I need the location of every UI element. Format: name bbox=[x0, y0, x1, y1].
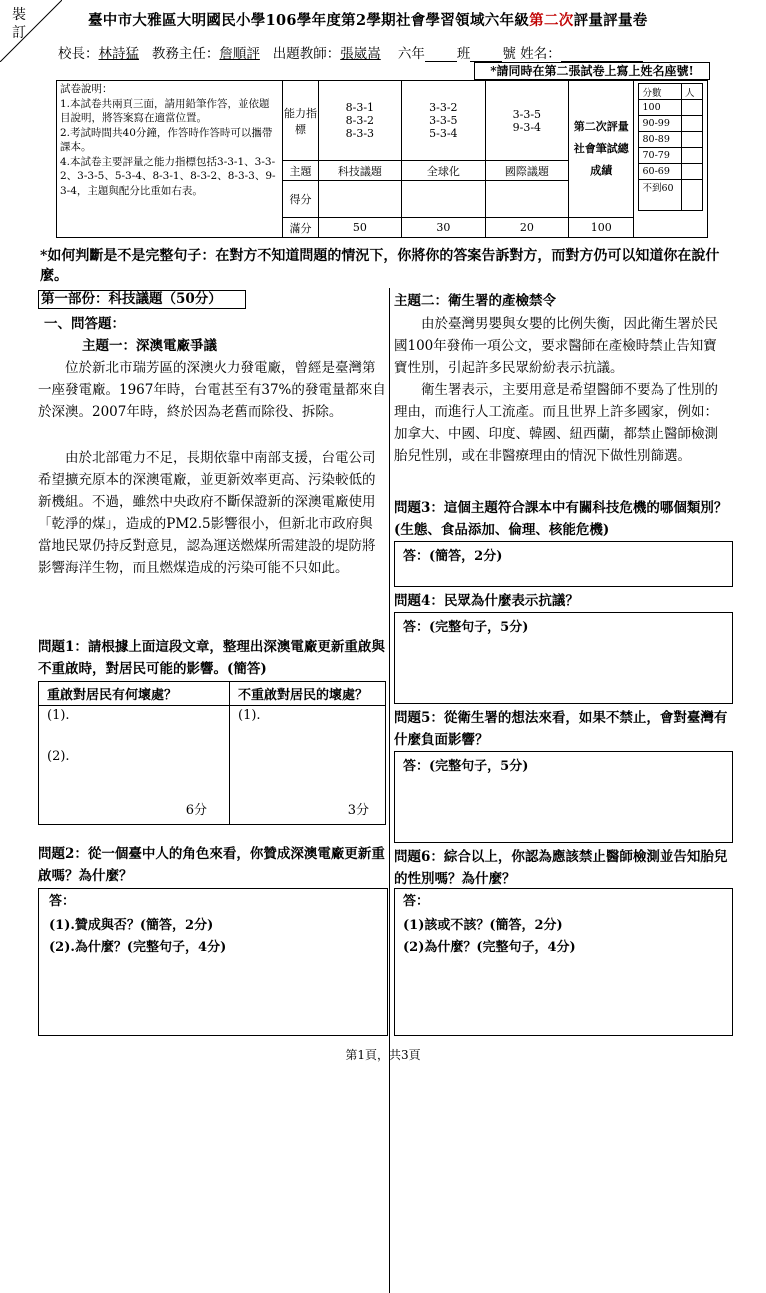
number-blank[interactable] bbox=[470, 47, 502, 62]
grade-range: 100 bbox=[639, 100, 682, 116]
name-notice: *請同時在第二張試卷上寫上姓名座號! bbox=[474, 62, 710, 80]
name-label: 姓名： bbox=[520, 46, 561, 62]
topic-row-label: 主題 bbox=[283, 161, 318, 181]
column-divider bbox=[389, 288, 390, 1293]
topic-two-paragraph: 衛生署表示，主要用意是希望醫師不要為了性別的理由，而進行人工流產。而且世界上許多國家，例如：加拿大、中國、印度、韓國、紐西蘭，都禁止醫師檢測胎兒性別，或在非醫療理由的情況下做性別篩選。 bbox=[394, 382, 718, 464]
earned-row-label: 得分 bbox=[283, 181, 318, 218]
grade-header-count: 人 bbox=[682, 84, 703, 100]
grade-header-score: 分數 bbox=[639, 84, 682, 100]
director-name: 詹順評 bbox=[219, 46, 260, 62]
grade-range: 不到60 bbox=[639, 180, 682, 211]
title-end: 評量評量卷 bbox=[573, 12, 648, 29]
topic-one-paragraph: 位於新北市瑞芳區的深澳火力發電廠，曾經是臺灣第一座發電廠。1967年時，台電甚至有37%的發電量都來自於深澳。2007年時，終於因為老舊而除役、拆除。 bbox=[38, 360, 386, 420]
grade-label: 六年 bbox=[397, 46, 425, 62]
teacher-label: 出題教師： bbox=[272, 46, 341, 62]
principal-label: 校長： bbox=[58, 46, 99, 62]
grade-distribution bbox=[634, 81, 708, 238]
q1-score-no-restart: 3分 bbox=[347, 803, 369, 818]
page-title bbox=[88, 9, 728, 30]
subsection-heading: 一、問答題： bbox=[44, 316, 125, 332]
grade-range: 60-69 bbox=[639, 164, 682, 180]
earned-cell[interactable] bbox=[402, 181, 486, 218]
director-label: 教務主任： bbox=[151, 46, 220, 62]
title-exam-number: 第二次 bbox=[529, 12, 574, 29]
page-footer: 第1頁，共3頁 bbox=[345, 1048, 421, 1062]
question-2: 問題2：從一個臺中人的角色來看，你贊成深澳電廠更新重啟嗎？為什麼？ bbox=[38, 846, 385, 884]
instruction-line: 試卷說明： bbox=[60, 83, 113, 95]
earned-cell[interactable] bbox=[485, 181, 569, 218]
topic-one-heading: 主題一：深澳電廠爭議 bbox=[82, 338, 217, 354]
topic-cell: 全球化 bbox=[402, 161, 486, 181]
instructions-cell bbox=[57, 81, 283, 238]
topic-two-paragraph: 由於臺灣男嬰與女嬰的比例失衡，因此衛生署於民國100年發佈一項公文，要求醫師在產檢時禁止告知寶寶性別，引起許多民眾紛紛表示抗議。 bbox=[394, 316, 718, 376]
name-blank[interactable] bbox=[561, 47, 643, 62]
grade-range: 90-99 bbox=[639, 116, 682, 132]
instruction-line: 1.本試卷共兩頁三面，請用鉛筆作答，並依題目說明，將答案寫在適當位置。 bbox=[60, 97, 270, 124]
question-5: 問題5：從衛生署的想法來看，如果不禁止，會對臺灣有什麼負面影響？ bbox=[394, 710, 728, 748]
class-blank[interactable] bbox=[425, 47, 457, 62]
question-5-answer-box[interactable]: 答：(完整句子，5分) bbox=[394, 751, 733, 843]
question-6: 問題6：綜合以上，你認為應該禁止醫師檢測並告知胎兒的性別嗎？為什麼？ bbox=[394, 849, 728, 887]
grade-range: 80-89 bbox=[639, 132, 682, 148]
topic-one-paragraph: 由於北部電力不足，長期依靠中南部支援，台電公司希望擴充原本的深澳電廠，並更新效率更高、污染較低的新機組。不過，雖然中央政府不斷保證新的深澳電廠使用「乾淨的煤」，造成的PM2.5影響很小，但新北市政府與當地民眾仍持反對意見，認為運送燃煤所需建設的堤防將影響海洋生物，而且燃煤造成的污染可能不只如此。 bbox=[38, 450, 376, 576]
question-4: 問題4：民眾為什麼表示抗議？ bbox=[394, 593, 579, 609]
full-score-cell: 20 bbox=[485, 218, 569, 238]
question-6-answer-box[interactable]: 答： (1)該或不該？(簡答，2分) (2)為什麼？(完整句子，4分) bbox=[394, 888, 733, 1036]
instruction-line: 2.考試時間共40分鐘，作答時作答時可以攜帶課本。 bbox=[60, 126, 273, 153]
binding-label: 裝訂 bbox=[12, 7, 26, 41]
complete-sentence-note: *如何判斷是不是完整句子：在對方不知道問題的情況下，你將你的答案告訴對方，而對方仍可以知道你在說什麼。 bbox=[40, 248, 720, 284]
principal-name: 林詩猛 bbox=[98, 46, 139, 62]
full-score-total: 100 bbox=[569, 218, 634, 238]
grade-range: 70-79 bbox=[639, 148, 682, 164]
question-3: 問題3：這個主題符合課本中有關科技危機的哪個類別？(生態、食品添加、倫理、核能危機) bbox=[394, 500, 728, 538]
indicator-cell: 8-3-1 8-3-2 8-3-3 bbox=[318, 81, 402, 161]
topic-cell: 科技議題 bbox=[318, 161, 402, 181]
q1-score-restart: 6分 bbox=[185, 803, 207, 818]
indicator-cell: 3-3-2 3-3-5 5-3-4 bbox=[402, 81, 486, 161]
full-score-row-label: 滿分 bbox=[283, 218, 318, 238]
total-score-label: 第二次評量社會筆試總成績 bbox=[569, 81, 634, 218]
instruction-line: 4.本試卷主要評量之能力指標包括3-3-1、3-3-2、3-3-5、5-3-4、8-3-1、8-3-2、8-3-3、9-3-4，主題與配分比重如右表。 bbox=[60, 155, 276, 197]
class-label: 班 bbox=[456, 46, 471, 62]
q1-col-header-no-restart: 不重啟對居民的壞處？ bbox=[230, 682, 386, 706]
staff-line bbox=[58, 42, 718, 62]
topic-two-heading: 主題二：衛生署的產檢禁令 bbox=[394, 293, 556, 309]
q1-answer-no-restart[interactable]: (1). 3分 bbox=[230, 706, 386, 825]
question-1-table bbox=[38, 681, 386, 825]
title-main: 臺中市大雅區大明國民小學106學年度第2學期社會學習領域六年級 bbox=[88, 12, 530, 29]
indicator-row-label: 能力指標 bbox=[283, 81, 318, 161]
question-1: 問題1：請根據上面這段文章，整理出深澳電廠更新重啟與不重啟時，對居民可能的影響。(簡答) bbox=[38, 639, 385, 677]
q1-answer-restart[interactable]: (1). (2). 6分 bbox=[39, 706, 230, 825]
topic-cell: 國際議題 bbox=[485, 161, 569, 181]
number-label: 號 bbox=[502, 46, 516, 62]
question-4-answer-box[interactable]: 答：(完整句子，5分) bbox=[394, 612, 733, 704]
full-score-cell: 50 bbox=[318, 218, 402, 238]
section-one-heading: 第一部份：科技議題（50分） bbox=[38, 290, 246, 309]
indicator-cell: 3-3-5 9-3-4 bbox=[485, 81, 569, 161]
q1-col-header-restart: 重啟對居民有何壞處？ bbox=[39, 682, 230, 706]
earned-cell[interactable] bbox=[318, 181, 402, 218]
question-3-answer-box[interactable]: 答：(簡答，2分) bbox=[394, 541, 733, 587]
teacher-name: 張崴嵩 bbox=[340, 46, 381, 62]
question-2-answer-box[interactable]: 答： (1).贊成與否？(簡答，2分) (2).為什麼？(完整句子，4分) bbox=[38, 888, 388, 1036]
full-score-cell: 30 bbox=[402, 218, 486, 238]
score-table bbox=[56, 80, 708, 238]
